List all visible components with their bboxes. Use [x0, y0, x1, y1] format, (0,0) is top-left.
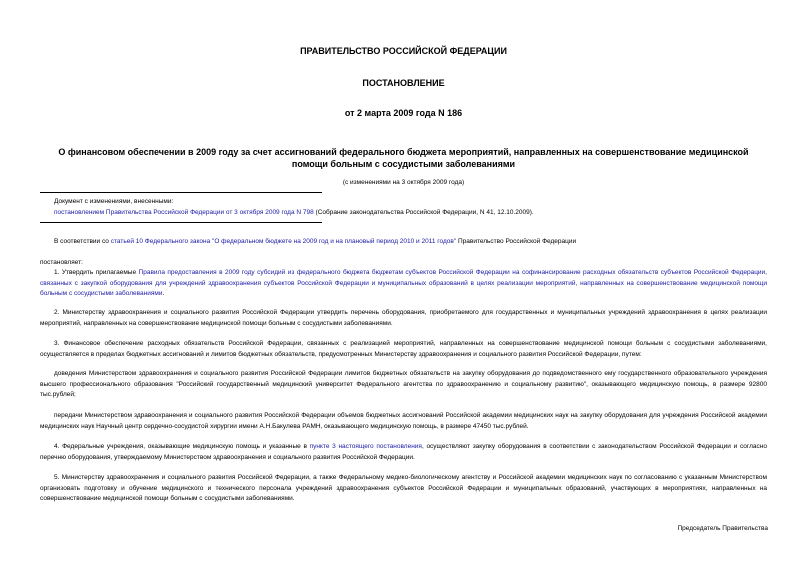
paragraph-4: [40, 442, 767, 463]
p4-text-after: , осуществляют закупку оборудования в соответствии с законодательством Российской Федерации и согласно перечню оборудования, утверждаемому Министерством здравоохранения и социального развития Российской Федерации.: [40, 443, 767, 461]
preamble-text-before: В соответствии со: [54, 238, 111, 245]
amendment-link[interactable]: постановлением Правительства Российской Федерации от 3 октября 2009 года N 798: [54, 209, 314, 216]
rules-link[interactable]: Правила предоставления в 2009 году субсидий из федерального бюджета бюджетам субъектов Российской Федерации на софинансирование расходных обязательств субъектов Российской Федерации, связанных с закупкой оборудования для учреждений здравоохранения субъектов Российской Федерации и муниципальных образований в целях реализации мероприятий, направленных на совершенствование медицинской помощи больным с сосудистыми заболеваниями: [40, 269, 767, 297]
p4-text-before: 4. Федеральные учреждения, оказывающие медицинскую помощь и указанные в: [54, 443, 310, 450]
date-and-number: от 2 марта 2009 года N 186: [344, 108, 463, 118]
doc-info-label: Документ с изменениями, внесенными:: [54, 198, 174, 205]
doc-info-line: [54, 209, 534, 216]
amendment-note: (с изменениями на 3 октября 2009 года): [342, 179, 465, 186]
paragraph-2: 2. Министерству здравоохранения и социального развития Российской Федерации утвердить перечень оборудования, приобретаемого для государственных и муниципальных учреждений здравоохранения в целях реализации мероприятий, направленных на совершенствование медицинской помощи больным с сосудистыми заболеваниями.: [40, 309, 767, 327]
document-subject: О финансовом обеспечении в 2009 году за счет ассигнований федерального бюджета мероприятий, направленных на совершенствование медицинской помощи больным с сосудистыми заболеваниями: [58, 147, 749, 169]
resolves-label: постановляет:: [40, 259, 83, 266]
paragraph-1: [40, 268, 767, 300]
paragraph-3b: передачи Министерством здравоохранения и социального развития Российской Федерации объемов бюджетных ассигнований Российской академии медицинских наук на закупку оборудования для учреждения Российской академии медицинских наук Научный центр сердечно-сосудистой хирургии имени А.Н.Бакулева РАМН, оказывающего медицинскую помощь, в размере 47450 тыс.рублей.: [40, 412, 767, 430]
clause-3-link[interactable]: пункте 3 настоящего постановления: [309, 443, 422, 450]
amendment-source: (Собрание законодательства Российской Федерации, N 41, 12.10.2009).: [313, 209, 534, 216]
government-heading: ПРАВИТЕЛЬСТВО РОССИЙСКОЙ ФЕДЕРАЦИИ: [300, 46, 507, 56]
p1-text-before: 1. Утвердить прилагаемые: [54, 269, 139, 276]
document-type: ПОСТАНОВЛЕНИЕ: [362, 78, 445, 88]
divider-bottom: [40, 222, 322, 223]
preamble-text-after: Правительство Российской Федерации: [456, 238, 577, 245]
p1-text-after: .: [162, 290, 165, 297]
paragraph-5: 5. Министерству здравоохранения и социального развития Российской Федерации, а также Федеральному медико-биологическому агентству и Российской академии медицинских наук по согласованию с указанным Министерством организовать подготовку и обучение медицинского и технического персонала учреждений здравоохранения субъектов Российской Федерации и муниципальных образований, участвующих в мероприятиях, направленных на совершенствование медицинской помощи больным с сосудистыми заболеваниями.: [40, 474, 767, 502]
federal-law-link[interactable]: статьей 10 Федерального закона "О федеральном бюджете на 2009 год и на плановый период 2010 и 2011 годов": [110, 238, 457, 245]
paragraph-3a: доведения Министерством здравоохранения и социального развития Российской Федерации лимитов бюджетных обязательств на закупку оборудования до подведомственного ему государственного образовательного учреждения высшего профессионального образования "Российский государственный медицинский университет Федерального агентства по здравоохранению и социальному развитию", оказывающего медицинскую помощь, в размере 92800 тыс.рублей;: [40, 370, 767, 398]
divider-top: [40, 192, 322, 193]
paragraph-3: 3. Финансовое обеспечение расходных обязательств Российской Федерации, связанных с реализацией мероприятий, направленных на совершенствование медицинской помощи больным с сосудистыми заболеваниями, осуществляется в пределах бюджетных ассигнований и лимитов бюджетных обязательств, предусмотренных Министерству здравоохранения и социального развития Российской Федерации, путем:: [40, 340, 767, 358]
preamble: [40, 237, 767, 248]
signature-line: Председатель Правительства: [677, 525, 768, 532]
